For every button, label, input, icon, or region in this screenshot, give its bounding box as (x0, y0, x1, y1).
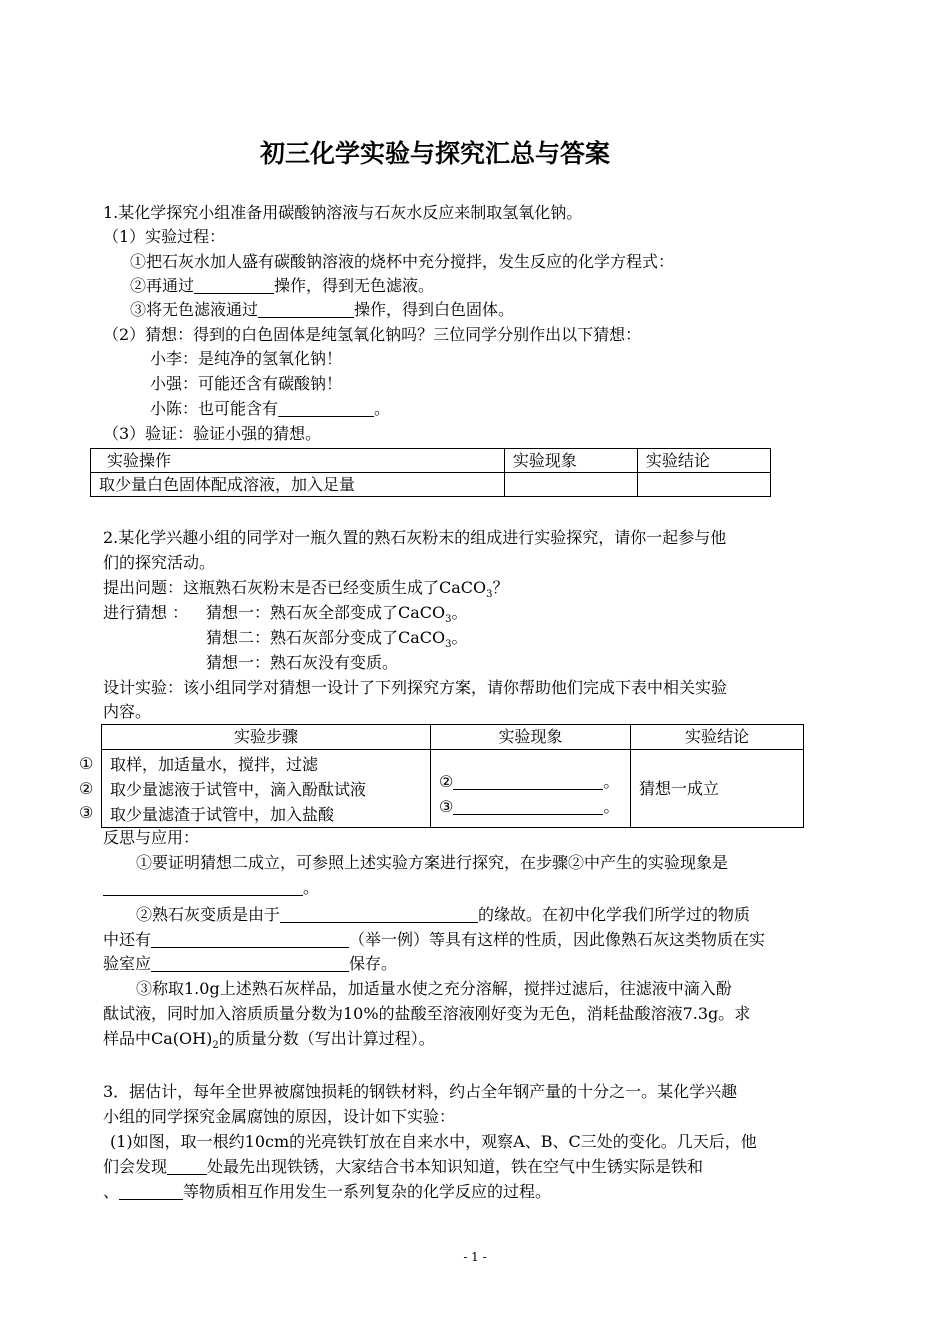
q2-question (103, 576, 509, 600)
q3-p3-text-a: 、 (103, 1182, 120, 1201)
q2-guess-label: 进行猜想 ： (103, 603, 189, 622)
q2-phen-2-blank[interactable] (453, 771, 603, 790)
q2-reflect-2-text-c: 中还有 (103, 930, 152, 949)
q1-step2-blank[interactable] (194, 275, 274, 294)
q2-phen-3 (439, 794, 622, 819)
q3-intro-line2: 小组的同学探究金属腐蚀的原因，设计如下实验： (103, 1107, 456, 1126)
q2-phen-3-end: 。 (603, 796, 620, 816)
q2-guess1-text: 猜想一：熟石灰全部变成了CaCO (206, 603, 446, 622)
q2-phen-2-marker: ② (439, 771, 454, 791)
q1-part3-heading: （3）验证：验证小强的猜想。 (103, 424, 322, 443)
q2-reflect-3-line2: 酞试液，同时加入溶质质量分数为10%的盐酸至溶液刚好变为无色，消耗盐酸溶液7.3g。求 (103, 1004, 751, 1023)
q3-part1-line3 (103, 1180, 551, 1204)
q2-td-phenomenon (431, 750, 631, 828)
q2-reflect-1: ①要证明猜想二成立，可参照上述实验方案进行探究，在步骤②中产生的实验现象是 (136, 853, 729, 872)
q2-table (101, 724, 804, 828)
q3-part1-line2 (103, 1155, 703, 1179)
q1-step2-text: ②再通过 (130, 276, 195, 295)
q1-guess-li: 小李：是纯净的氢氧化钠！ (150, 349, 343, 368)
q2-th-conclusion: 实验结论 (631, 725, 804, 750)
q2-reflect-1-answer (103, 876, 319, 900)
q1-step1: ①把石灰水加人盛有碳酸钠溶液的烧杯中充分搅拌，发生反应的化学方程式： (130, 252, 675, 271)
q2-reflect-2-line2 (103, 928, 765, 952)
q1-step3-text-end: 操作，得到白色固体。 (354, 300, 515, 319)
q3-p2-text-a: 们会发现 (103, 1157, 168, 1176)
q2-phen-2-end: 。 (603, 771, 620, 791)
q1-step2-text-end: 操作，得到无色滤液。 (274, 276, 435, 295)
q2-question-text: 提出问题：这瓶熟石灰粉末是否已经变质生成了CaCO (103, 578, 487, 597)
q2-design-line2: 内容。 (103, 702, 152, 721)
q2-reflect-2-line3 (103, 952, 397, 976)
q2-reflect-1-end: 。 (303, 878, 320, 897)
q2-reflect-2-text-d: （举一例）等具有这样的性质，因此像熟石灰这类物质在实 (349, 930, 766, 949)
q2-question-end: ？ (492, 578, 509, 597)
q1-th-conclusion: 实验结论 (637, 449, 770, 473)
q2-reflect-2-blank-b[interactable] (151, 929, 349, 948)
q2-td-steps (102, 750, 431, 828)
q1-th-phenomenon: 实验现象 (504, 449, 637, 473)
q2-intro-line2: 们的探究活动。 (103, 553, 216, 572)
q1-td-phenomenon[interactable] (504, 473, 637, 497)
q2-guess3: 猜想一：熟石灰没有变质。 (206, 653, 399, 672)
q2-reflect-3-text-b: 的质量分数（写出计算过程）。 (218, 1029, 435, 1048)
q2-reflect-3-line1: ③称取1.0g上述熟石灰样品，加适量水使之充分溶解，搅拌过滤后，往滤液中滴入酚 (136, 979, 732, 998)
q2-guess2 (206, 626, 468, 650)
q2-step-2: 取少量滤液于试管中，滴入酚酞试液 (110, 780, 367, 799)
q1-th-operation: 实验操作 (91, 449, 505, 473)
q2-reflect-3-sub: 2 (212, 1040, 219, 1052)
q2-reflect-2-text-e: 验室应 (103, 954, 152, 973)
page-title: 初三化学实验与探究汇总与答案 (259, 139, 610, 168)
q1-chen-text: 小陈：也可能含有 (150, 399, 279, 418)
q1-step3 (130, 298, 514, 322)
q3-p2-text-b: 处最先出现铁锈，大家结合书本知识知道，铁在空气中生锈实际是铁和 (207, 1157, 704, 1176)
q2-design-line1: 设计实验：该小组同学对猜想一设计了下列探究方案，请你帮助他们完成下表中相关实验 (103, 678, 728, 697)
q2-guess1 (206, 601, 468, 625)
q2-step-3: 取少量滤渣于试管中，加入盐酸 (110, 805, 335, 824)
q2-th-steps: 实验步骤 (102, 725, 431, 750)
q1-guess-qiang: 小强：可能还含有碳酸钠！ (150, 374, 343, 393)
q1-guess-chen (150, 397, 390, 421)
q1-step3-blank[interactable] (258, 299, 354, 318)
q2-phen-2 (439, 769, 622, 794)
q2-reflect-2-text-b: 的缘故。在初中化学我们所学过的物质 (478, 905, 751, 924)
q2-guess1-end: 。 (451, 603, 468, 622)
q3-p3-text-b: 等物质相互作用发生一系列复杂的化学反应的过程。 (183, 1182, 552, 1201)
q2-reflect-2-line1 (136, 903, 750, 927)
q1-step2 (130, 274, 434, 298)
q1-part1-heading: （1）实验过程： (103, 227, 226, 246)
q1-intro: 1.某化学探究小组准备用碳酸钠溶液与石灰水反应来制取氢氧化钠。 (103, 203, 583, 222)
q3-p2-blank[interactable] (167, 1156, 207, 1175)
q2-reflect-heading: 反思与应用： (103, 828, 200, 847)
q2-marker-3: ③ (79, 803, 94, 822)
q2-question-sub: 3 (486, 589, 493, 601)
q2-marker-1: ① (79, 754, 94, 773)
q1-part2-heading: （2）猜想：得到的白色固体是纯氢氧化钠吗？三位同学分别作出以下猜想： (103, 325, 642, 344)
q1-chen-end: 。 (374, 399, 391, 418)
q2-marker-2: ② (79, 779, 94, 798)
q1-chen-blank[interactable] (278, 398, 374, 417)
page-number: - 1 - (463, 1250, 487, 1264)
q2-reflect-2-blank-a[interactable] (280, 904, 478, 923)
q2-reflect-2-blank-c[interactable] (151, 953, 349, 972)
q2-reflect-2-text-f: 保存。 (349, 954, 398, 973)
q2-reflect-2-text-a: ②熟石灰变质是由于 (136, 905, 281, 924)
q2-phen-3-marker: ③ (439, 796, 454, 816)
q2-th-phenomenon: 实验现象 (431, 725, 631, 750)
q3-p3-blank[interactable] (119, 1181, 183, 1200)
q1-step3-text: ③将无色滤液通过 (130, 300, 259, 319)
q1-table (90, 448, 771, 497)
q2-guess2-text: 猜想二：熟石灰部分变成了CaCO (206, 628, 446, 647)
q1-td-conclusion[interactable] (637, 473, 770, 497)
q2-step-1: 取样，加适量水，搅拌，过滤 (110, 755, 319, 774)
q2-intro-line1: 2.某化学兴趣小组的同学对一瓶久置的熟石灰粉末的组成进行实验探究，请你一起参与他 (103, 528, 727, 547)
q2-td-conclusion: 猜想一成立 (631, 750, 804, 828)
q2-guess2-sub: 3 (445, 639, 452, 651)
q3-part1-line1: (1)如图，取一根约10cm的光亮铁钉放在自来水中，观察A、B、C三处的变化。几天后，他 (110, 1132, 757, 1151)
q2-reflect-3-text-a: 样品中Ca(OH) (103, 1029, 213, 1048)
q2-phen-3-blank[interactable] (453, 796, 603, 815)
q1-td-operation: 取少量白色固体配成溶液，加入足量 (91, 473, 505, 497)
q2-guess2-end: 。 (451, 628, 468, 647)
q3-intro-line1: 3．据估计，每年全世界被腐蚀损耗的钢铁材料，约占全年钢产量的十分之一。某化学兴趣 (103, 1082, 738, 1101)
q2-reflect-1-blank[interactable] (103, 877, 303, 896)
q2-reflect-3-line3 (103, 1027, 435, 1051)
q2-guess1-sub: 3 (445, 614, 452, 626)
